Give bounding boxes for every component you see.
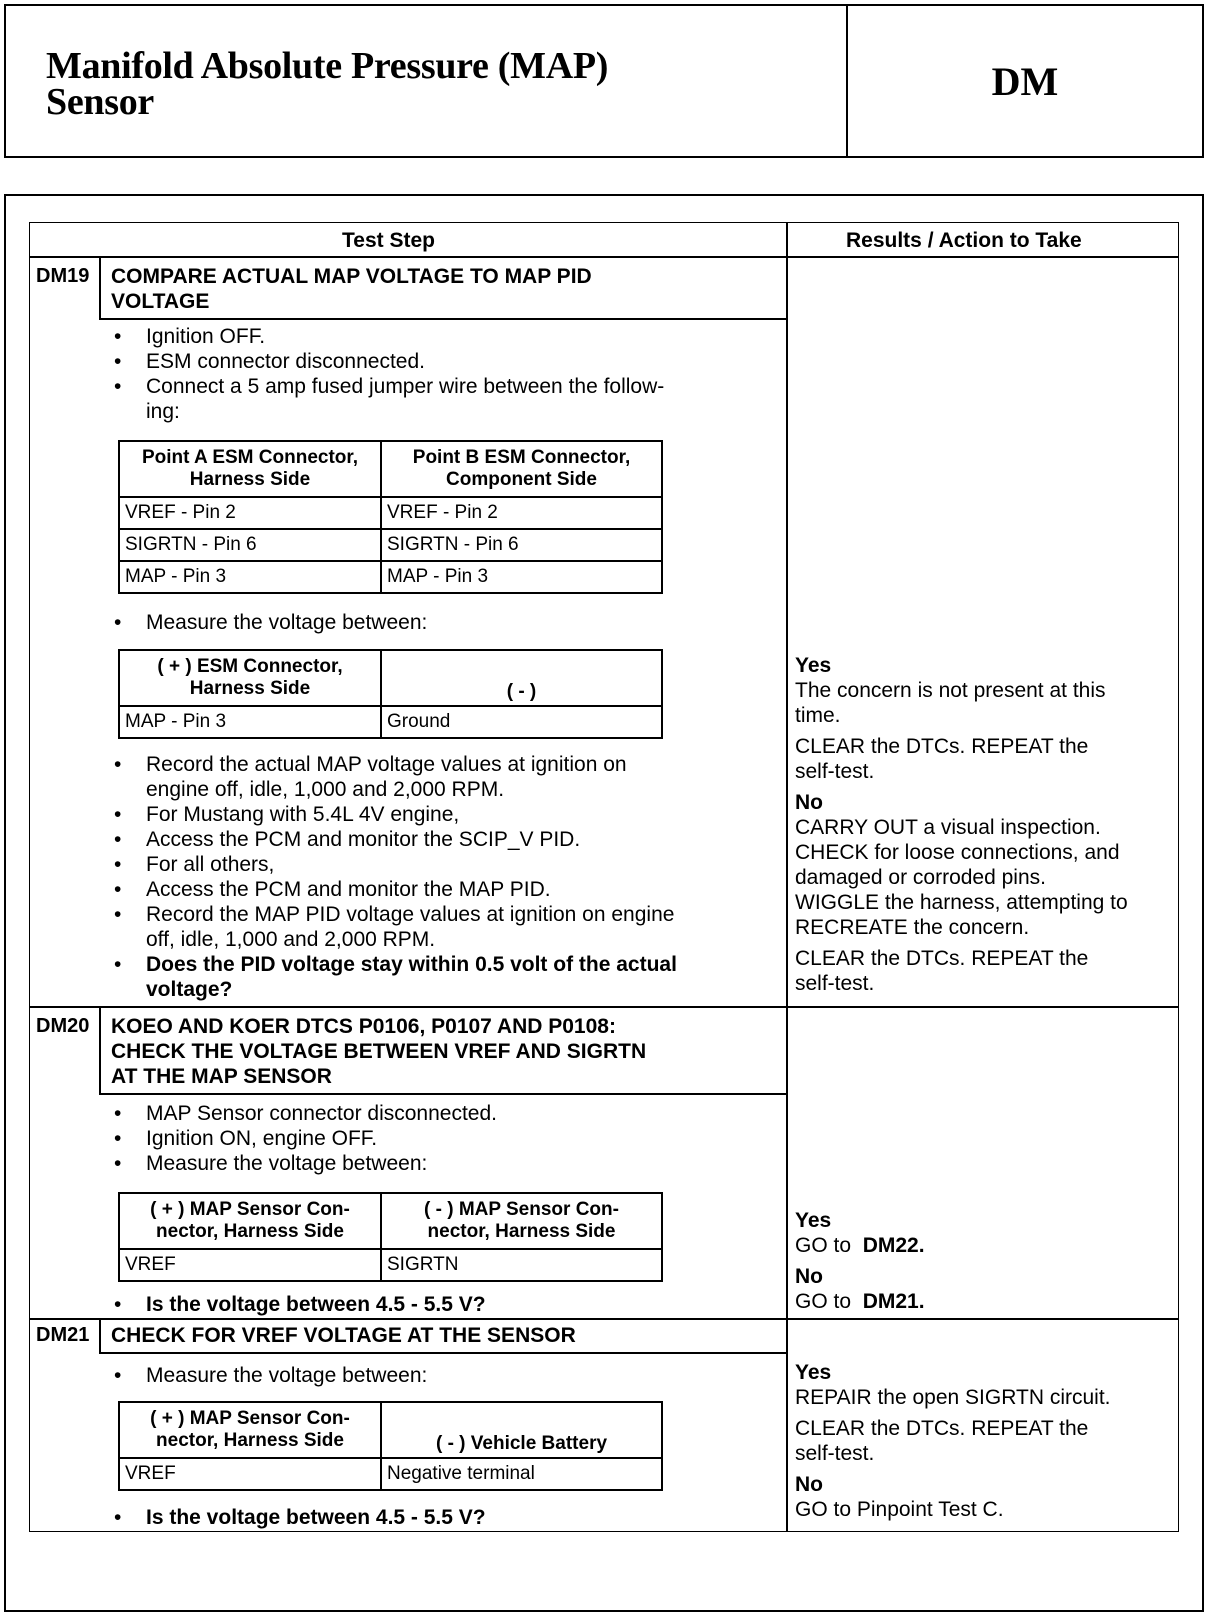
id-divider	[99, 1006, 101, 1093]
measure-table: ( + ) MAP Sensor Con- nector, Harness Side ( - ) MAP Sensor Con- nector, Harness Side VREF SIGRTN	[118, 1192, 663, 1282]
measure-table: ( + ) MAP Sensor Con- nector, Harness Side ( - ) Vehicle Battery VREF Negative terminal	[118, 1401, 663, 1491]
result-dm20: Yes GO to DM22. No GO to DM21.	[795, 1209, 925, 1313]
title-divider	[99, 318, 787, 320]
goto-link[interactable]: DM21.	[862, 1290, 925, 1313]
jumper-table: Point A ESM Connector, Harness Side Point B ESM Connector, Component Side VREF - Pin 2 VREF - Pin 2 SIGRTN - Pin 6 SIGRTN - Pin 6 MAP - Pin 3 MAP - Pin 3	[118, 440, 663, 594]
measure-table: ( + ) ESM Connector, Harness Side ( - ) MAP - Pin 3 Ground	[118, 649, 663, 739]
step-id: DM19	[36, 265, 90, 287]
row-divider	[29, 1318, 1179, 1320]
row-divider	[29, 256, 1179, 258]
row-divider	[29, 1006, 1179, 1008]
column-divider	[786, 222, 788, 1532]
page-header	[4, 4, 1204, 158]
title-divider	[99, 1093, 787, 1095]
step-title: KOEO AND KOER DTCS P0106, P0107 AND P0108: CHECK THE VOLTAGE BETWEEN VREF AND SIGRTN AT THE MAP SENSOR	[111, 1015, 647, 1088]
table-row: MAP - Pin 3 Ground	[119, 706, 662, 738]
table-row: VREF - Pin 2 VREF - Pin 2	[119, 497, 662, 529]
id-divider	[99, 1318, 101, 1352]
page-title: Manifold Absolute Pressure (MAP) Sensor	[46, 45, 609, 123]
table-row: VREF Negative terminal	[119, 1458, 662, 1490]
table-row: MAP - Pin 3 MAP - Pin 3	[119, 561, 662, 593]
col-header-results: Results / Action to Take	[846, 229, 1082, 252]
goto-link[interactable]: DM22.	[862, 1234, 925, 1257]
step-title: CHECK FOR VREF VOLTAGE AT THE SENSOR	[111, 1324, 576, 1347]
section-code: DM	[991, 58, 1059, 104]
step-id: DM20	[36, 1015, 90, 1037]
col-header-test-step: Test Step	[342, 229, 435, 252]
table-row: VREF SIGRTN	[119, 1249, 662, 1281]
step-id: DM21	[36, 1324, 90, 1346]
result-dm19: Yes The concern is not present at this time. CLEAR the DTCs. REPEAT the self-test. No CARRY OUT a visual inspection. CHECK for loose connections, and damaged or corroded pins. WIGGLE the harness, attempting to RECREATE the concern. CLEAR the DTCs. REPEAT the self-test.	[795, 654, 1128, 995]
title-divider	[99, 1352, 787, 1354]
table-row: SIGRTN - Pin 6 SIGRTN - Pin 6	[119, 529, 662, 561]
id-divider	[99, 256, 101, 318]
result-dm21: Yes REPAIR the open SIGRTN circuit. CLEAR the DTCs. REPEAT the self-test. No GO to Pinpoint Test C.	[795, 1361, 1111, 1521]
step-title: COMPARE ACTUAL MAP VOLTAGE TO MAP PID VOLTAGE	[111, 265, 592, 313]
